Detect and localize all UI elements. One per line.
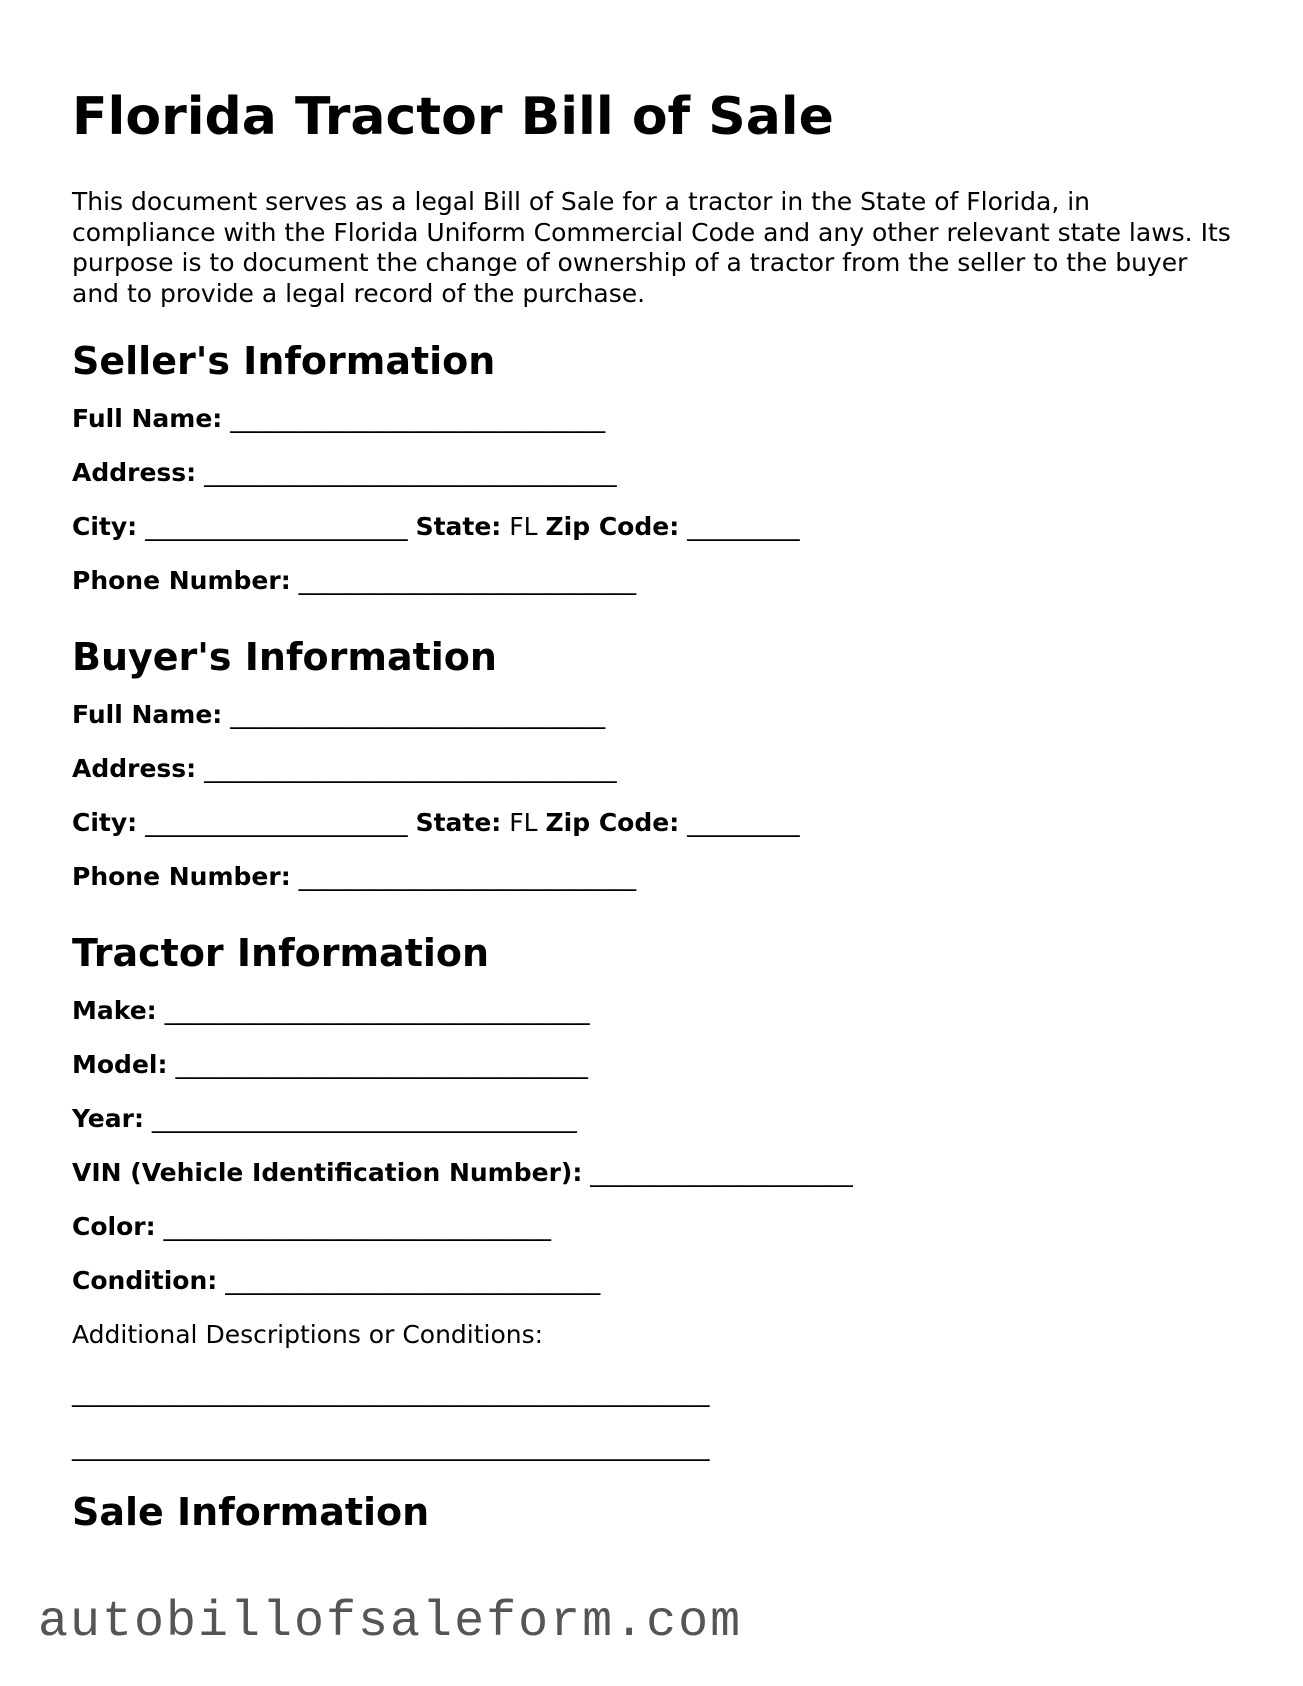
tractor-model-field — [72, 1050, 588, 1080]
seller-section-heading: Seller's Information — [72, 339, 496, 383]
tractor-year-blank[interactable]: __________________________________ — [151, 1104, 577, 1133]
tractor-color-field — [72, 1212, 551, 1242]
tractor-condition-field — [72, 1266, 600, 1296]
document-title: Florida Tractor Bill of Sale — [72, 87, 834, 147]
buyer-phone-blank[interactable]: ___________________________ — [298, 862, 637, 891]
buyer-full-name-field — [72, 700, 605, 730]
tractor-make-field — [72, 996, 590, 1026]
website-watermark: autobillofsaleform.com — [38, 1594, 743, 1651]
tractor-additional-label-text: Additional Descriptions or Conditions: — [72, 1320, 544, 1349]
tractor-additional-label — [72, 1320, 543, 1350]
tractor-vin-blank[interactable]: _____________________ — [590, 1158, 853, 1187]
seller-city-state-zip-field — [72, 512, 800, 542]
buyer-full-name-blank[interactable]: ______________________________ — [230, 700, 606, 729]
tractor-additional-line-2-blank[interactable]: ___________________________________________________ — [72, 1432, 710, 1461]
seller-address-field — [72, 458, 617, 488]
buyer-zip-label: Zip Code: — [545, 808, 680, 837]
buyer-phone-field — [72, 862, 636, 892]
tractor-vin-label: VIN (Vehicle Identification Number): — [72, 1158, 583, 1187]
buyer-city-blank[interactable]: _____________________ — [145, 808, 408, 837]
seller-state-label: State: — [415, 512, 502, 541]
tractor-model-label: Model: — [72, 1050, 168, 1079]
tractor-additional-line-1[interactable] — [72, 1378, 710, 1408]
buyer-address-label: Address: — [72, 754, 197, 783]
seller-zip-blank[interactable]: _________ — [687, 512, 800, 541]
tractor-additional-line-2[interactable] — [72, 1432, 710, 1462]
seller-city-label: City: — [72, 512, 138, 541]
seller-city-blank[interactable]: _____________________ — [145, 512, 408, 541]
buyer-state-label: State: — [415, 808, 502, 837]
tractor-model-blank[interactable]: _________________________________ — [175, 1050, 588, 1079]
tractor-color-blank[interactable]: _______________________________ — [163, 1212, 552, 1241]
tractor-year-field — [72, 1104, 577, 1134]
seller-full-name-blank[interactable]: ______________________________ — [230, 404, 606, 433]
seller-address-blank[interactable]: _________________________________ — [204, 458, 617, 487]
tractor-color-label: Color: — [72, 1212, 156, 1241]
tractor-additional-line-1-blank[interactable]: ___________________________________________________ — [72, 1378, 710, 1407]
seller-phone-label: Phone Number: — [72, 566, 291, 595]
tractor-make-blank[interactable]: __________________________________ — [164, 996, 590, 1025]
seller-full-name-field — [72, 404, 605, 434]
tractor-condition-blank[interactable]: ______________________________ — [225, 1266, 601, 1295]
buyer-full-name-label: Full Name: — [72, 700, 223, 729]
seller-phone-field — [72, 566, 636, 596]
intro-paragraph: This document serves as a legal Bill of Sale for a tractor in the State of Florida, in compliance with the Florida Uniform Commercial Code and any other relevant state laws. Its purpose is to document the change of ownership of a tractor from the seller to the buyer and to provide a legal record of the purchase. — [72, 187, 1231, 308]
seller-phone-blank[interactable]: ___________________________ — [298, 566, 637, 595]
tractor-vin-field — [72, 1158, 853, 1188]
seller-full-name-label: Full Name: — [72, 404, 223, 433]
tractor-make-label: Make: — [72, 996, 157, 1025]
tractor-condition-label: Condition: — [72, 1266, 218, 1295]
seller-state-value: FL — [509, 512, 538, 541]
buyer-section-heading: Buyer's Information — [72, 635, 497, 679]
buyer-city-label: City: — [72, 808, 138, 837]
buyer-city-state-zip-field — [72, 808, 800, 838]
sale-section-heading: Sale Information — [72, 1490, 430, 1534]
buyer-state-value: FL — [509, 808, 538, 837]
tractor-year-label: Year: — [72, 1104, 144, 1133]
buyer-address-blank[interactable]: _________________________________ — [204, 754, 617, 783]
seller-address-label: Address: — [72, 458, 197, 487]
buyer-address-field — [72, 754, 617, 784]
seller-zip-label: Zip Code: — [545, 512, 680, 541]
buyer-phone-label: Phone Number: — [72, 862, 291, 891]
buyer-zip-blank[interactable]: _________ — [687, 808, 800, 837]
tractor-section-heading: Tractor Information — [72, 931, 490, 975]
